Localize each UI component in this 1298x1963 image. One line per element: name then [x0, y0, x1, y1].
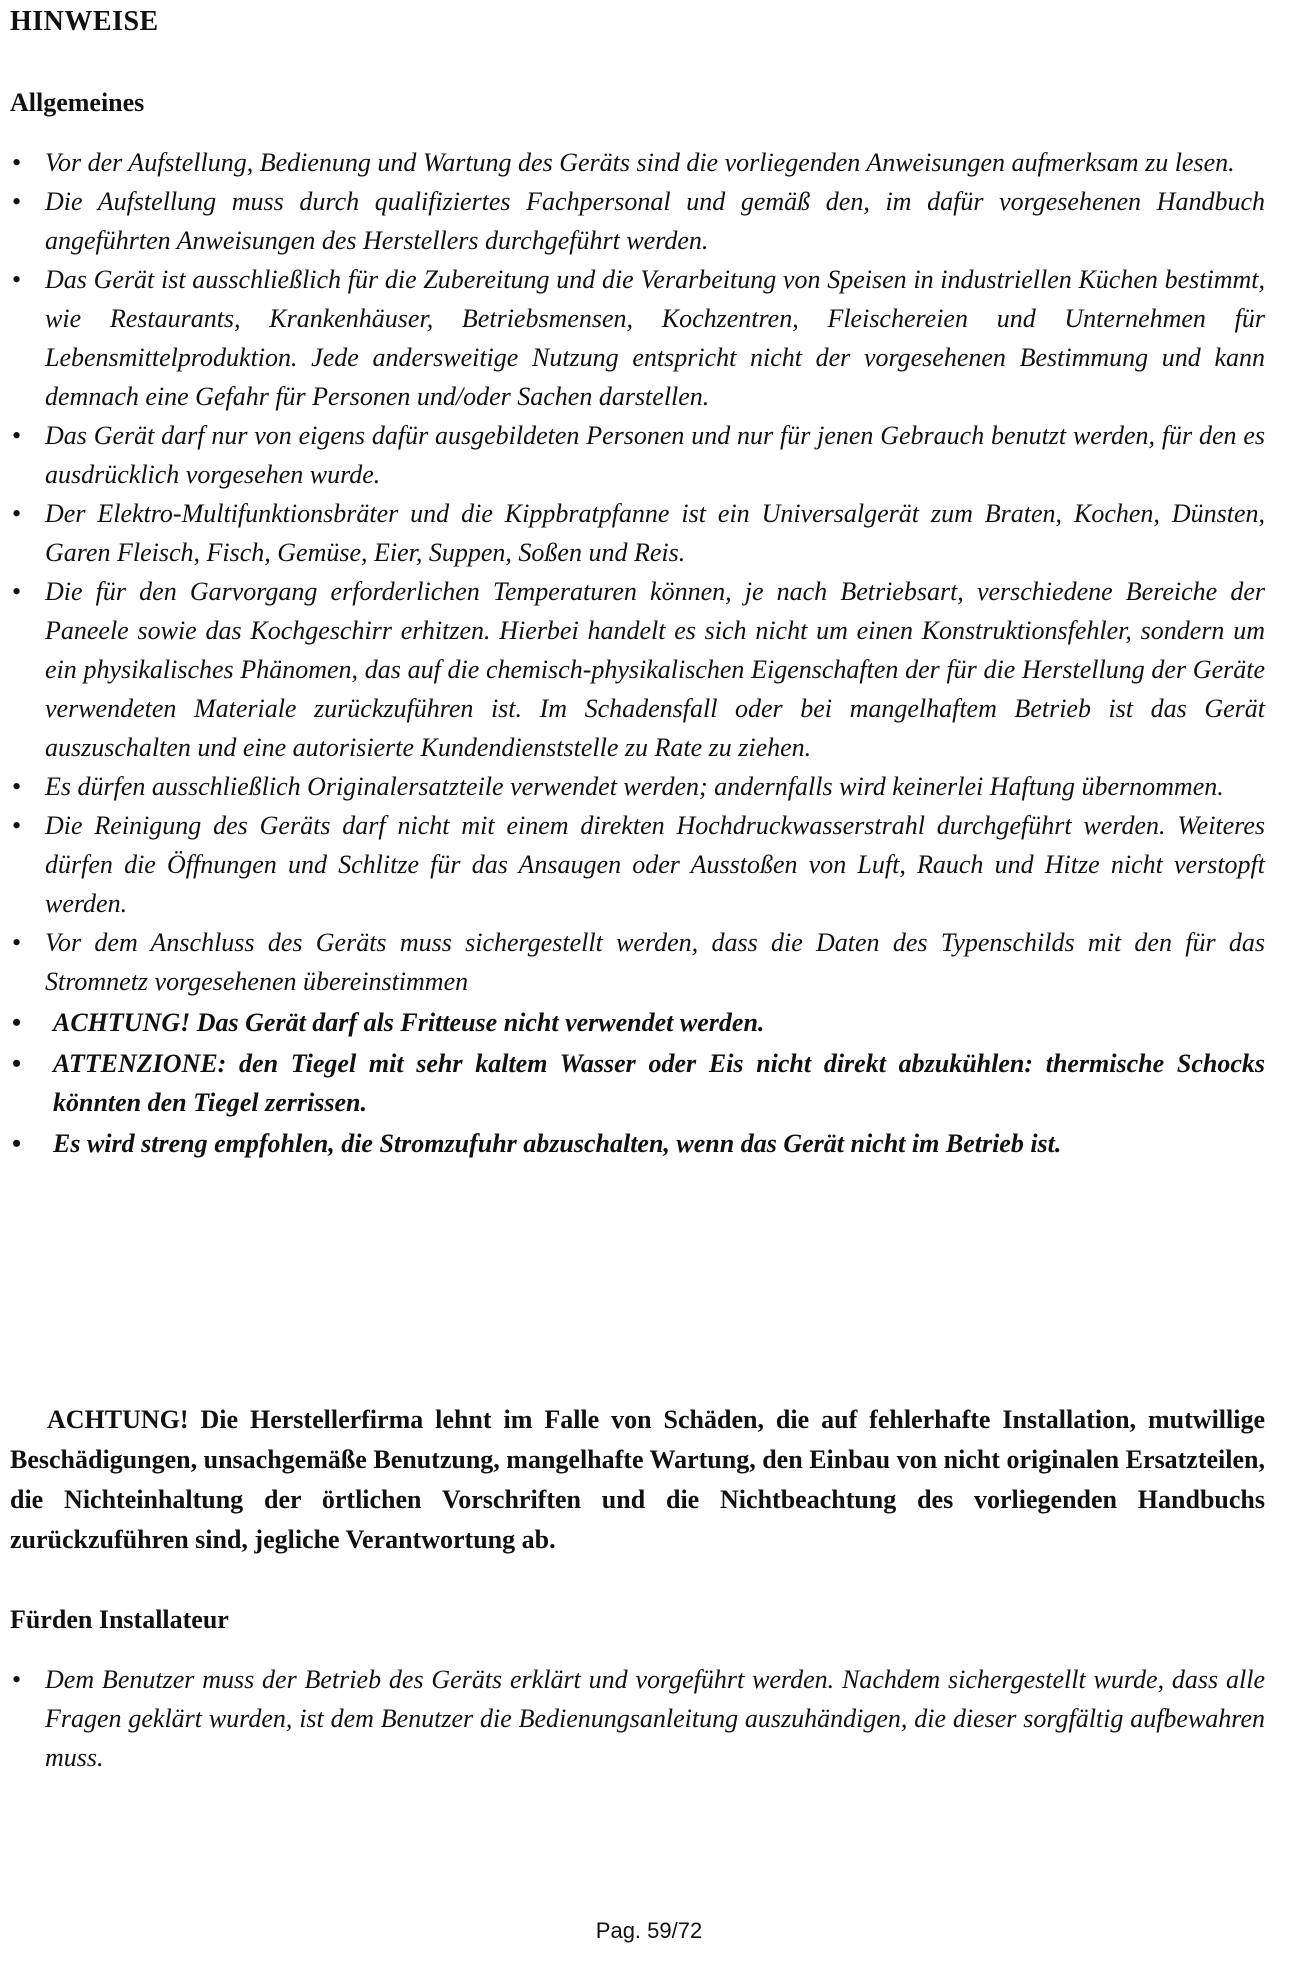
- installer-notes-list: [10, 1660, 1265, 1777]
- section-heading-general: Allgemeines: [10, 88, 145, 117]
- list-item: • Der Elektro-Multifunktionsbräter und die Kippbratpfanne ist ein Universalgerät zum Braten, Kochen, Dünsten, Garen Fleisch, Fisch, Gemüse, Eier, Suppen, Soßen und Reis.: [10, 494, 1265, 572]
- list-item: • Das Gerät darf nur von eigens dafür ausgebildeten Personen und nur für jenen Gebrauch benutzt werden, für den es ausdrücklich vorgesehen wurde.: [10, 416, 1265, 494]
- list-item: • Vor dem Anschluss des Geräts muss sichergestellt werden, dass die Daten des Typenschilds mit den für das Stromnetz vorgesehenen übereinstimmen: [10, 923, 1265, 1001]
- warning-item: [10, 1003, 1265, 1042]
- list-item: • Vor der Aufstellung, Bedienung und Wartung des Geräts sind die vorliegenden Anweisungen aufmerksam zu lesen.: [10, 143, 1265, 182]
- list-item: • Die für den Garvorgang erforderlichen Temperaturen können, je nach Betriebsart, verschiedene Bereiche der Paneele sowie das Kochgeschirr erhitzen. Hierbei handelt es sich nicht um einen Konstruktionsfehler, sondern um ein physikalisches Phänomen, das auf die chemisch-physikalischen Eigenschaften der für die Herstellung der Geräte verwendeten Materiale zurückzuführen ist. Im Schadensfall oder bei mangelhaftem Betrieb ist das Gerät auszuschalten und eine autorisierte Kundendienststelle zu Rate zu ziehen.: [10, 572, 1265, 767]
- list-item: • Es dürfen ausschließlich Originalersatzteile verwendet werden; andernfalls wird keinerlei Haftung übernommen.: [10, 767, 1265, 806]
- list-item: • Dem Benutzer muss der Betrieb des Geräts erklärt und vorgeführt werden. Nachdem sichergestellt wurde, dass alle Fragen geklärt wurden, ist dem Benutzer die Bedienungsanleitung auszuhändigen, die dieser sorgfältig aufbewahren muss.: [10, 1660, 1265, 1777]
- general-notes-list: [10, 143, 1265, 1163]
- list-item: • Das Gerät ist ausschließlich für die Zubereitung und die Verarbeitung von Speisen in industriellen Küchen bestimmt, wie Restaurants, Krankenhäuser, Betriebsmensen, Kochzentren, Fleischereien und Unternehmen für Lebensmittelproduktion. Jede andersweitige Nutzung entspricht nicht der vorgesehenen Bestimmung und kann demnach eine Gefahr für Personen und/oder Sachen darstellen.: [10, 260, 1265, 416]
- warning-text: • ACHTUNG! Das Gerät darf als Fritteuse nicht verwendet werden.: [53, 1008, 765, 1037]
- warning-text: • ATTENZIONE: den Tiegel mit sehr kaltem Wasser oder Eis nicht direkt abzukühlen: thermische Schocks könnten den Tiegel zerrissen.: [53, 1049, 1265, 1117]
- liability-notice: ACHTUNG! Die Herstellerfirma lehnt im Falle von Schäden, die auf fehlerhafte Installation, mutwillige Beschädigungen, unsachgemäße Benutzung, mangelhafte Wartung, den Einbau von nicht originalen Ersatzteilen, die Nichteinhaltung der örtlichen Vorschriften und die Nichtbeachtung des vorliegenden Handbuchs zurückzuführen sind, jegliche Verantwortung ab.: [10, 1405, 1265, 1554]
- section-heading-installer: Fürden Installateur: [10, 1605, 229, 1634]
- list-item: • Die Reinigung des Geräts darf nicht mit einem direkten Hochdruckwasserstrahl durchgeführt werden. Weiteres dürfen die Öffnungen und Schlitze für das Ansaugen oder Ausstoßen von Luft, Rauch und Hitze nicht verstopft werden.: [10, 806, 1265, 923]
- warning-text: • Es wird streng empfohlen, die Stromzufuhr abzuschalten, wenn das Gerät nicht im Betrieb ist.: [53, 1129, 1062, 1158]
- warning-item: [10, 1044, 1265, 1122]
- page-title: HINWEISE: [10, 6, 159, 37]
- page-number: Pag. 59/72: [595, 1918, 703, 1943]
- warning-item: [10, 1124, 1265, 1163]
- list-item: • Die Aufstellung muss durch qualifiziertes Fachpersonal und gemäß den, im dafür vorgesehenen Handbuch angeführten Anweisungen des Herstellers durchgeführt werden.: [10, 182, 1265, 260]
